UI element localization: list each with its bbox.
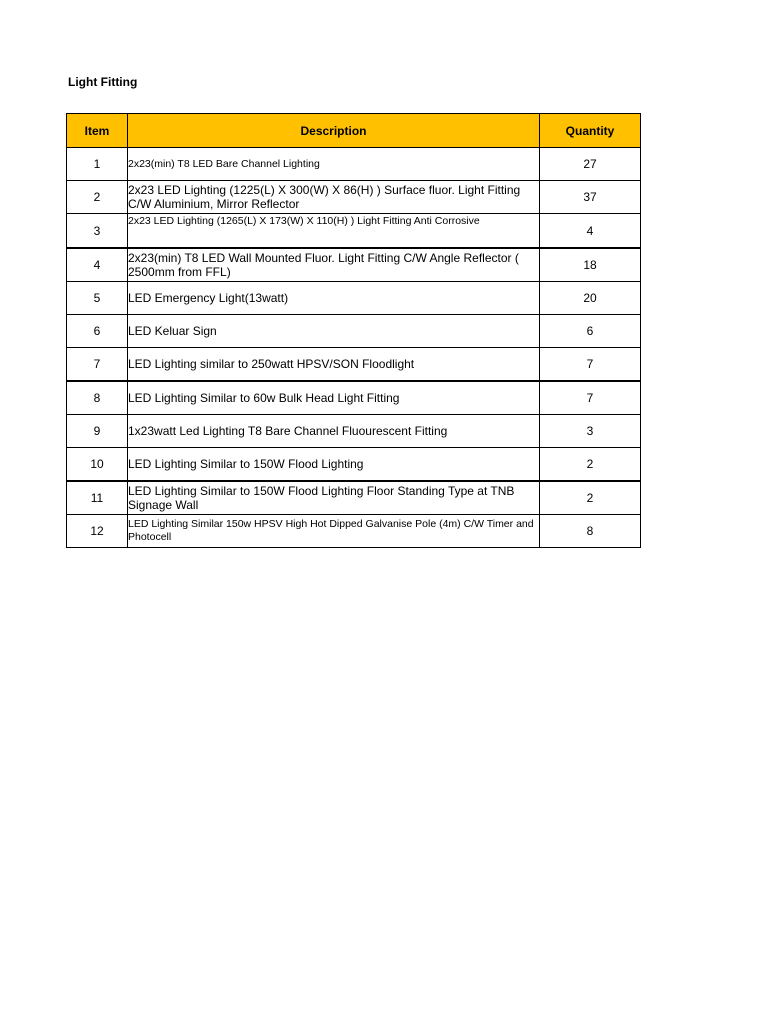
item-quantity: 18 <box>540 248 641 282</box>
header-description: Description <box>128 114 540 148</box>
page-title: Light Fitting <box>68 75 138 89</box>
item-quantity: 6 <box>540 315 641 348</box>
item-quantity: 4 <box>540 214 641 249</box>
item-quantity: 8 <box>540 515 641 548</box>
item-quantity: 7 <box>540 348 641 382</box>
item-description: LED Keluar Sign <box>128 315 540 348</box>
table-row <box>67 248 641 282</box>
item-number: 12 <box>67 515 128 548</box>
item-number: 6 <box>67 315 128 348</box>
item-number: 1 <box>67 148 128 181</box>
header-item: Item <box>67 114 128 148</box>
item-number: 4 <box>67 248 128 282</box>
item-description: LED Lighting Similar 150w HPSV High Hot Dipped Galvanise Pole (4m) C/W Timer and Photocell <box>128 515 540 548</box>
item-number: 10 <box>67 448 128 482</box>
item-quantity: 37 <box>540 181 641 214</box>
item-quantity: 2 <box>540 481 641 515</box>
item-description: LED Lighting Similar to 60w Bulk Head Light Fitting <box>128 381 540 415</box>
item-number: 7 <box>67 348 128 382</box>
item-description: LED Lighting Similar to 150W Flood Lighting <box>128 448 540 482</box>
item-number: 11 <box>67 481 128 515</box>
item-description: 2x23(min) T8 LED Bare Channel Lighting <box>128 148 540 181</box>
table-row <box>67 415 641 448</box>
item-number: 5 <box>67 282 128 315</box>
table-row <box>67 348 641 382</box>
table-row <box>67 214 641 249</box>
table-row <box>67 381 641 415</box>
item-number: 9 <box>67 415 128 448</box>
item-description: LED Lighting similar to 250watt HPSV/SON Floodlight <box>128 348 540 382</box>
item-description: 1x23watt Led Lighting T8 Bare Channel Fluourescent Fitting <box>128 415 540 448</box>
item-quantity: 2 <box>540 448 641 482</box>
item-number: 3 <box>67 214 128 249</box>
light-fitting-table <box>66 113 641 548</box>
table-row <box>67 481 641 515</box>
table-header-row <box>67 114 641 148</box>
item-quantity: 20 <box>540 282 641 315</box>
item-number: 8 <box>67 381 128 415</box>
item-quantity: 7 <box>540 381 641 415</box>
item-description: LED Lighting Similar to 150W Flood Lighting Floor Standing Type at TNB Signage Wall <box>128 481 540 515</box>
item-description: 2x23 LED Lighting (1265(L) X 173(W) X 110(H) ) Light Fitting Anti Corrosive <box>128 214 540 249</box>
item-quantity: 3 <box>540 415 641 448</box>
item-quantity: 27 <box>540 148 641 181</box>
table-row <box>67 448 641 482</box>
table-row <box>67 515 641 548</box>
table-row <box>67 148 641 181</box>
item-description: 2x23 LED Lighting (1225(L) X 300(W) X 86(H) ) Surface fluor. Light Fitting C/W Aluminium, Mirror Reflector <box>128 181 540 214</box>
item-number: 2 <box>67 181 128 214</box>
header-quantity: Quantity <box>540 114 641 148</box>
table-row <box>67 282 641 315</box>
item-description: 2x23(min) T8 LED Wall Mounted Fluor. Light Fitting C/W Angle Reflector ( 2500mm from FFL) <box>128 248 540 282</box>
item-description: LED Emergency Light(13watt) <box>128 282 540 315</box>
table-row <box>67 315 641 348</box>
table-row <box>67 181 641 214</box>
